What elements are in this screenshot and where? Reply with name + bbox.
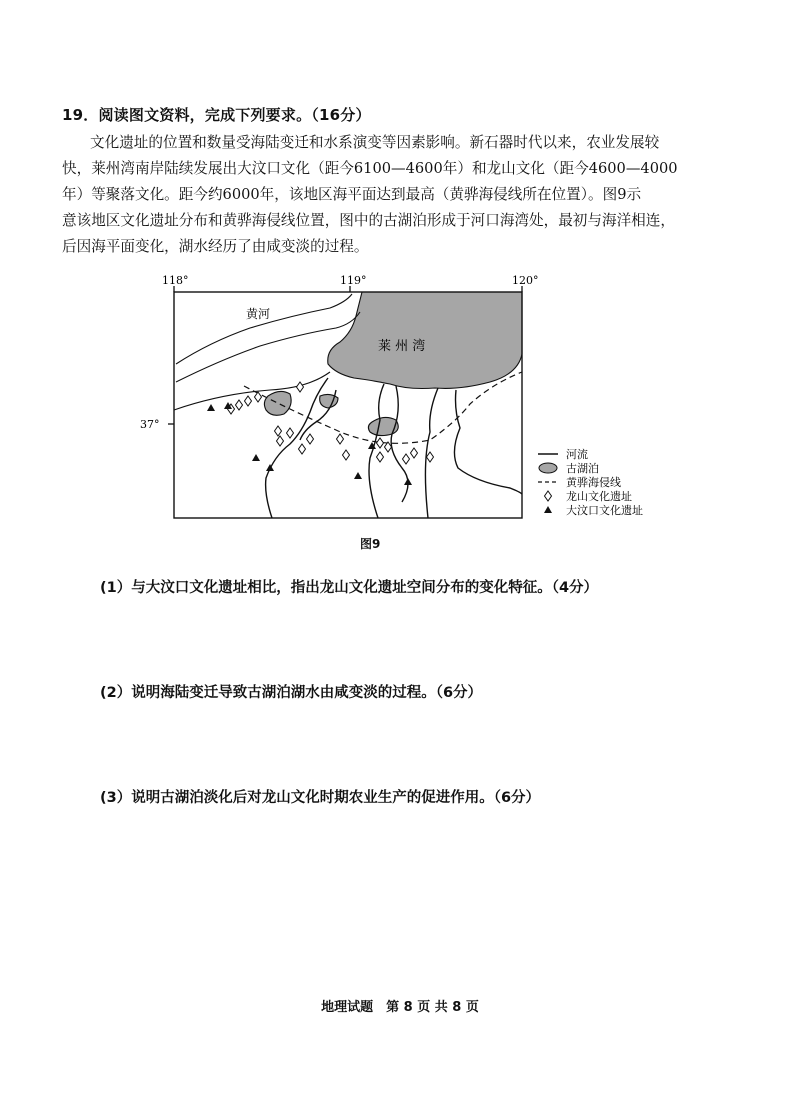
paragraph-line: 快，莱州湾南岸陆续发展出大汶口文化（距今6100—4600年）和龙山文化（距今4600—4000	[62, 160, 678, 177]
legend-dawenkou-label: 大汶口文化遗址	[566, 504, 643, 517]
sub-question-2: (2）说明海陆变迁导致古湖泊湖水由咸变淡的过程。（6分）	[100, 685, 483, 701]
map-legend	[538, 447, 643, 517]
question-title: 19．阅读图文资料，完成下列要求。（16分）	[62, 106, 371, 124]
legend-lake-label: 古湖泊	[566, 462, 599, 475]
paragraph-line: 文化遗址的位置和数量受海陆变迁和水系演变等因素影响。新石器时代以来，农业发展较	[90, 134, 660, 151]
legend-river-label: 河流	[566, 448, 588, 461]
paragraph-line: 年）等聚落文化。距今约6000年，该地区海平面达到最高（黄骅海侵线所在位置）。图9示	[62, 186, 642, 203]
figure-caption: 图9	[360, 537, 381, 551]
paragraph-line: 意该地区文化遗址分布和黄骅海侵线位置，图中的古湖泊形成于河口海湾处，最初与海洋相连，	[62, 212, 675, 229]
figure-map	[140, 272, 680, 532]
legend-transgression-label: 黄骅海侵线	[566, 476, 621, 489]
legend-longshan-label: 龙山文化遗址	[566, 490, 632, 503]
sub-question-1: (1）与大汶口文化遗址相比，指出龙山文化遗址空间分布的变化特征。（4分）	[100, 580, 599, 596]
lon-label-119: 119°	[340, 274, 367, 287]
lon-label-120: 120°	[512, 274, 539, 287]
yellow-river-label: 黄河	[246, 307, 271, 321]
lon-label-118: 118°	[162, 274, 189, 287]
page-footer: 地理试题 第 8 页 共 8 页	[321, 1000, 479, 1015]
question-paragraph	[62, 130, 738, 260]
bay-label: 莱 州 湾	[378, 339, 426, 354]
paragraph-line: 后因海平面变化，湖水经历了由咸变淡的过程。	[62, 238, 369, 255]
lat-label-37: 37°	[140, 418, 160, 431]
sub-question-3: (3）说明古湖泊淡化后对龙山文化时期农业生产的促进作用。（6分）	[100, 790, 541, 806]
